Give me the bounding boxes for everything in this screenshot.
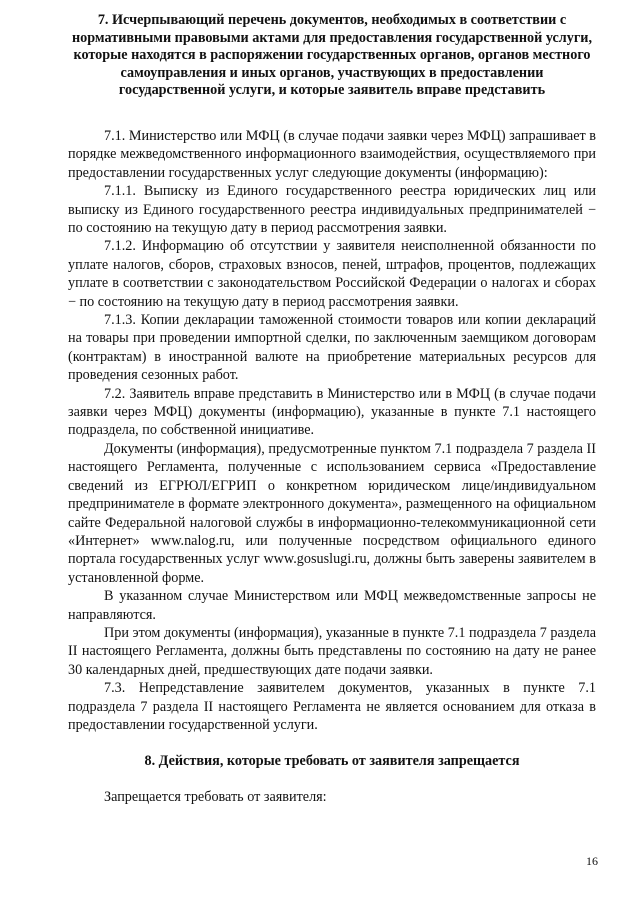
paragraph-7-1-1: 7.1.1. Выписку из Единого государственного реестра юридических лиц или выписку из Единого государственного реестра индивидуальных предпринимателей − по состоянию на текущую дату в период рассмотрения заявки. (68, 183, 596, 236)
section-8-heading: 8. Действия, которые требовать от заявителя запрещается (144, 753, 520, 770)
paragraph-7-1: 7.1. Министерство или МФЦ (в случае подачи заявки через МФЦ) запрашивает в порядке межведомственного информационного взаимодействия, осуществляемого при предоставлении государственных услуг следующие документы (информацию): (68, 127, 596, 181)
paragraph-no-requests: В указанном случае Министерством или МФЦ межведомственные запросы не направляются. (68, 588, 596, 623)
section-7-heading: 7. Исчерпывающий перечень документов, необходимых в соответствии с нормативными правовыми актами для предоставления государственной услуги, которые находятся в распоряжении государственных органов, органов местного самоуправления и иных органов, участвующих в предоставлении государственной услуги, и которые заявитель вправе представить (71, 12, 592, 99)
paragraph-7-2: 7.2. Заявитель вправе представить в Министерство или в МФЦ (в случае подачи заявки через МФЦ) документы (информацию), указанные в пункте 7.1 настоящего подраздела, по собственной инициативе. (68, 385, 596, 439)
paragraph-30-days: При этом документы (информация), указанные в пункте 7.1 подраздела 7 раздела II настоящего Регламента, должны быть представлены по состоянию на дату не ранее 30 календарных дней, предшествующих дате подачи заявки. (68, 624, 596, 678)
paragraph-7-1-3: 7.1.3. Копии декларации таможенной стоимости товаров или копии деклараций на товары при проведении импортной сделки, по заключенным заемщиком договорам (контрактам) в иностранной валюте на приобретение материальных ресурсов для проведения сезонных работ. (68, 312, 596, 384)
paragraph-documents-certification: Документы (информация), предусмотренные пунктом 7.1 подраздела 7 раздела II настоящего Регламента, полученные с использованием сервиса «Предоставление сведений из ЕГРЮЛ/ЕГРИП о конкретном юридическом лице/индивидуальном предпринимателе в формате электронного документа», размещенного на официальном сайте Федеральной налоговой службы в информационно-телекоммуникационной сети «Интернет» www.nalog.ru, или полученные посредством официального единого портала государственных услуг www.gosuslugi.ru, должны быть заверены заявителем в установленной форме. (68, 440, 596, 586)
paragraph-7-1-2: 7.1.2. Информацию об отсутствии у заявителя неисполненной обязанности по уплате налогов, сборов, страховых взносов, пеней, штрафов, процентов, подлежащих уплате в соответствии с законодательством Российской Федерации о налогах и сборах − по состоянию на текущую дату в период рассмотрения заявки. (68, 238, 596, 310)
document-page (68, 12, 596, 807)
section-7-body (68, 127, 596, 734)
section-8-intro: Запрещается требовать от заявителя: (104, 789, 327, 806)
paragraph-7-3: 7.3. Непредставление заявителем документов, указанных в пункте 7.1 подраздела 7 раздела II настоящего Регламента не является основанием для отказа в предоставлении государственной услуги. (68, 680, 596, 733)
page-number: 16 (586, 854, 598, 868)
